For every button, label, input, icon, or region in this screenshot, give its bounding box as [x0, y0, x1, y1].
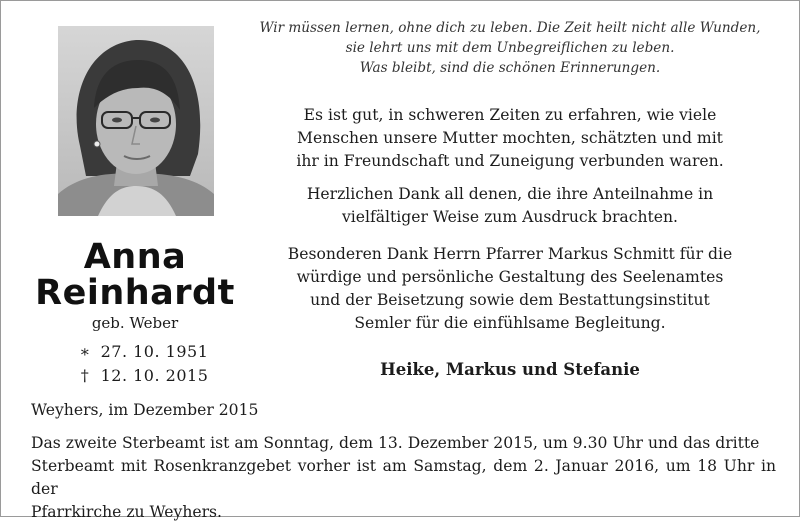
birth-star-icon: ∗ — [79, 342, 91, 361]
text-line: Besonderen Dank Herrn Pfarrer Markus Schmitt für die — [287, 245, 733, 263]
deceased-first-name: Anna — [83, 237, 187, 277]
text-line: Semler für die einfühlsame Begleitung. — [354, 314, 666, 332]
portrait-image — [58, 26, 214, 216]
death-cross-icon: † — [80, 366, 90, 385]
signers: Heike, Markus und Stefanie — [380, 360, 640, 379]
deceased-last-name: Reinhardt — [35, 273, 235, 313]
service-notice — [31, 432, 776, 524]
thanks-paragraph-2 — [280, 183, 740, 229]
death-date-line — [75, 366, 208, 385]
place-date: Weyhers, im Dezember 2015 — [31, 401, 259, 419]
notice-line: Pfarrkirche zu Weyhers. — [31, 503, 223, 521]
text-line: ihr in Freundschaft und Zuneigung verbunden waren. — [296, 152, 724, 170]
text-line: Es ist gut, in schweren Zeiten zu erfahren, wie viele — [303, 106, 717, 124]
thanks-paragraph-1 — [280, 104, 740, 173]
notice-line: Sterbeamt mit Rosenkranzgebet vorher ist am Samstag, dem 2. Januar 2016, um 18 Uhr in der — [31, 457, 776, 498]
text-line: Menschen unsere Mutter mochten, schätzten und mit — [297, 129, 723, 147]
birth-date: 27. 10. 1951 — [100, 342, 209, 361]
memorial-poem — [240, 18, 780, 78]
maiden-name: geb. Weber — [91, 314, 179, 332]
portrait-photo — [58, 26, 214, 216]
text-line: Herzlichen Dank all denen, die ihre Anteilnahme in — [306, 185, 714, 203]
poem-line: Was bleibt, sind die schönen Erinnerungen. — [359, 60, 661, 76]
poem-line: Wir müssen lernen, ohne dich zu leben. Die Zeit heilt nicht alle Wunden, — [259, 20, 761, 36]
poem-line: sie lehrt uns mit dem Unbegreiflichen zu leben. — [345, 40, 675, 56]
notice-line: Das zweite Sterbeamt ist am Sonntag, dem 13. Dezember 2015, um 9.30 Uhr und das dritte — [31, 434, 760, 452]
birth-date-line — [75, 342, 208, 361]
death-date: 12. 10. 2015 — [100, 366, 209, 385]
text-line: würdige und persönliche Gestaltung des Seelenamtes — [296, 268, 724, 286]
text-line: vielfältiger Weise zum Ausdruck brachten. — [341, 208, 679, 226]
text-line: und der Beisetzung sowie dem Bestattungsinstitut — [310, 291, 710, 309]
thanks-paragraph-3 — [280, 243, 740, 335]
